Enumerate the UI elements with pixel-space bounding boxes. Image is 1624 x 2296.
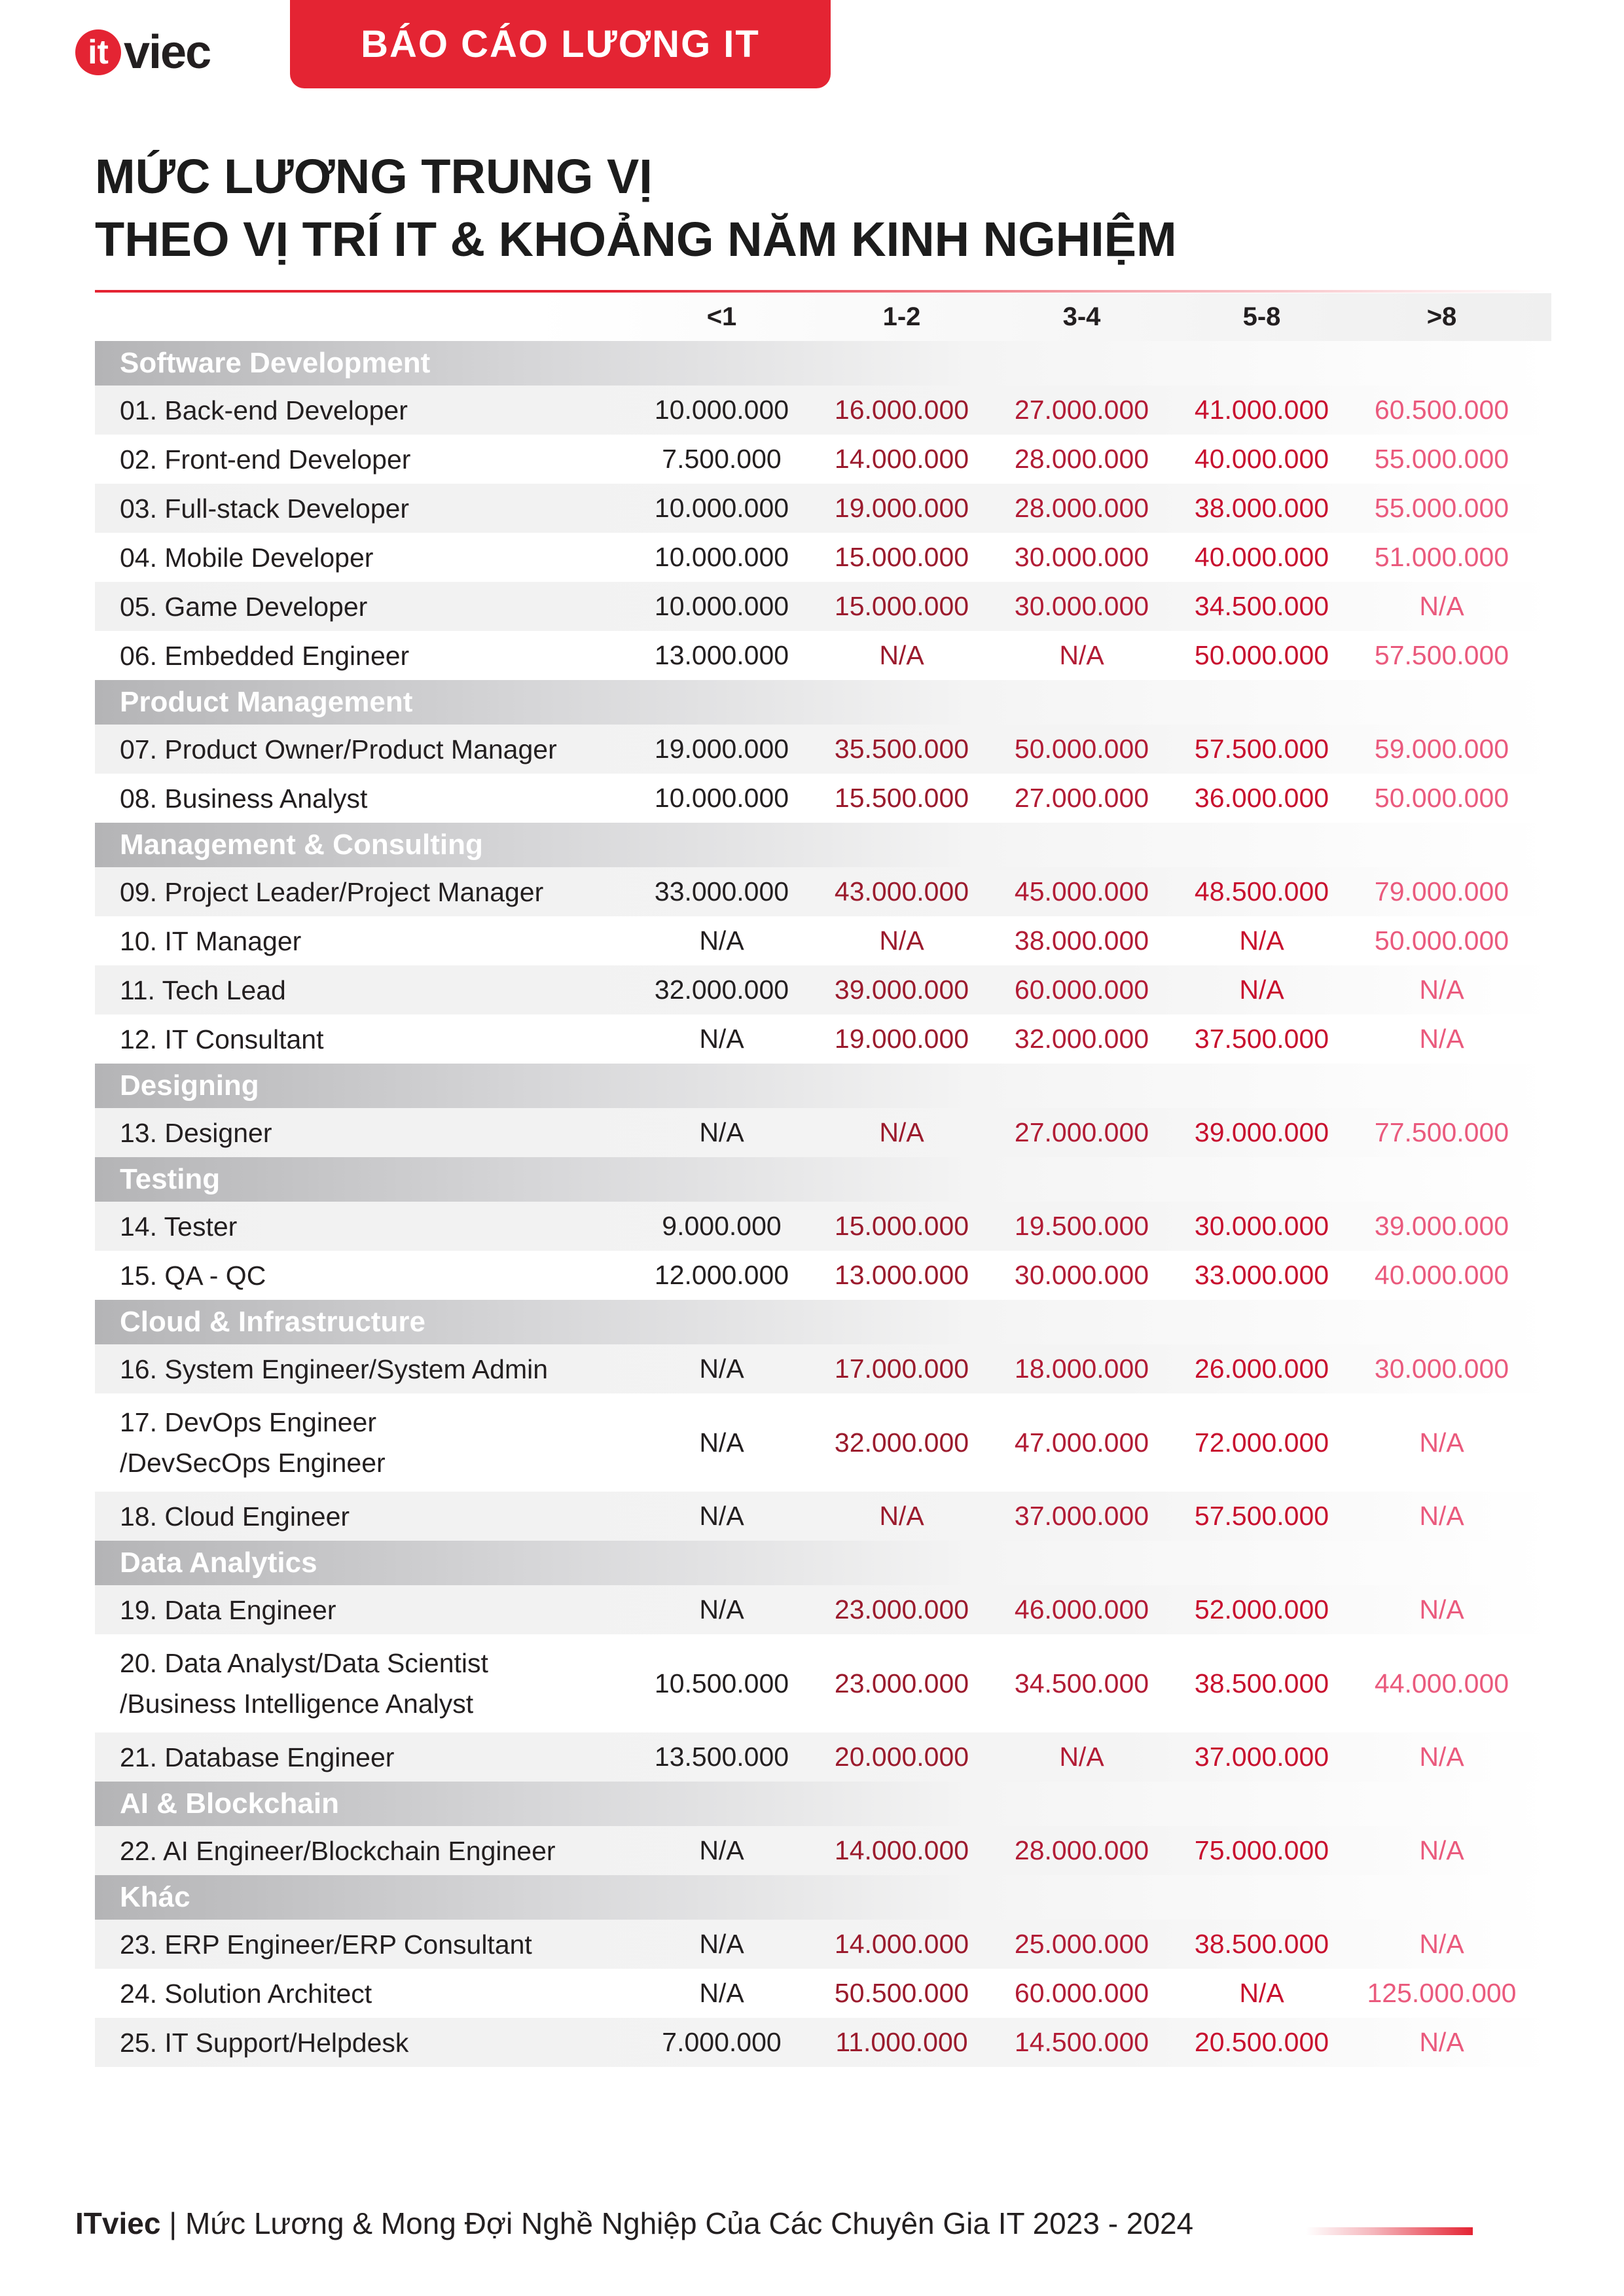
salary-cell-gt8: 55.000.000 bbox=[1374, 493, 1509, 523]
footer bbox=[75, 2206, 1193, 2241]
report-banner-label: BÁO CÁO LƯƠNG IT bbox=[361, 23, 760, 65]
category-row bbox=[95, 1782, 1551, 1826]
salary-cell-lt1: 33.000.000 bbox=[654, 876, 789, 906]
salary-cell-gt8: N/A bbox=[1419, 1835, 1464, 1865]
salary-cell-1-2: 14.000.000 bbox=[834, 1835, 969, 1865]
category-label: Management & Consulting bbox=[120, 829, 483, 861]
salary-cell-5-8: 40.000.000 bbox=[1194, 444, 1329, 474]
job-title bbox=[95, 1019, 632, 1060]
salary-cell-1-2: 15.000.000 bbox=[834, 591, 969, 621]
salary-cell-3-4: 34.500.000 bbox=[1014, 1668, 1149, 1698]
salary-cell-gt8: 39.000.000 bbox=[1374, 1211, 1509, 1241]
salary-cell-3-4: 28.000.000 bbox=[1014, 1835, 1149, 1865]
job-title bbox=[95, 1206, 632, 1247]
column-header-3-4: 3-4 bbox=[1062, 302, 1101, 331]
table-row bbox=[95, 631, 1551, 680]
salary-cell-gt8: N/A bbox=[1419, 1024, 1464, 1054]
job-title bbox=[95, 586, 632, 627]
salary-cell-5-8: 75.000.000 bbox=[1194, 1835, 1329, 1865]
salary-cell-5-8: 36.000.000 bbox=[1194, 783, 1329, 813]
salary-cell-3-4: 30.000.000 bbox=[1014, 542, 1149, 572]
salary-cell-lt1: 9.000.000 bbox=[662, 1211, 782, 1241]
salary-cell-5-8: 26.000.000 bbox=[1194, 1354, 1329, 1384]
salary-cell-1-2: 13.000.000 bbox=[834, 1260, 969, 1290]
salary-cell-lt1: 7.000.000 bbox=[662, 2027, 782, 2057]
salary-cell-gt8: 44.000.000 bbox=[1374, 1668, 1509, 1698]
salary-cell-gt8: 40.000.000 bbox=[1374, 1260, 1509, 1290]
job-title-line-1: 18. Cloud Engineer bbox=[120, 1501, 350, 1532]
job-title-line-1: 16. System Engineer/System Admin bbox=[120, 1354, 549, 1384]
salary-cell-1-2: N/A bbox=[879, 640, 924, 670]
job-title-line-1: 11. Tech Lead bbox=[120, 975, 286, 1005]
salary-cell-3-4: 28.000.000 bbox=[1014, 444, 1149, 474]
table-row bbox=[95, 1014, 1551, 1064]
salary-cell-5-8: 57.500.000 bbox=[1194, 734, 1329, 764]
category-label: Product Management bbox=[120, 686, 413, 718]
salary-cell-5-8: 37.500.000 bbox=[1194, 1024, 1329, 1054]
report-banner bbox=[290, 0, 831, 88]
salary-cell-3-4: 18.000.000 bbox=[1014, 1354, 1149, 1384]
salary-cell-gt8: 60.500.000 bbox=[1374, 395, 1509, 425]
job-title bbox=[95, 778, 632, 819]
job-title-line-2: /Business Intelligence Analyst bbox=[120, 1689, 474, 1719]
salary-cell-5-8: 38.500.000 bbox=[1194, 1929, 1329, 1959]
salary-cell-lt1: 10.000.000 bbox=[654, 591, 789, 621]
category-row bbox=[95, 341, 1551, 386]
salary-cell-lt1: 10.500.000 bbox=[654, 1668, 789, 1698]
salary-cell-lt1: N/A bbox=[699, 1594, 744, 1624]
salary-cell-lt1: 10.000.000 bbox=[654, 783, 789, 813]
job-title bbox=[95, 1924, 632, 1965]
salary-cell-5-8: 52.000.000 bbox=[1194, 1594, 1329, 1624]
salary-cell-3-4: 50.000.000 bbox=[1014, 734, 1149, 764]
salary-cell-lt1: 10.000.000 bbox=[654, 542, 789, 572]
category-label: Data Analytics bbox=[120, 1547, 317, 1579]
job-title bbox=[95, 1737, 632, 1778]
salary-cell-1-2: 19.000.000 bbox=[834, 1024, 969, 1054]
job-title bbox=[95, 1402, 632, 1483]
page-title bbox=[95, 145, 1177, 271]
table-header-row bbox=[95, 293, 1551, 341]
salary-cell-gt8: N/A bbox=[1419, 2027, 1464, 2057]
salary-cell-lt1: N/A bbox=[699, 1354, 744, 1384]
job-title bbox=[95, 1590, 632, 1630]
salary-cell-gt8: N/A bbox=[1419, 1929, 1464, 1959]
column-header-lt1: <1 bbox=[706, 302, 737, 331]
job-title bbox=[95, 1255, 632, 1296]
salary-cell-lt1: 13.500.000 bbox=[654, 1742, 789, 1772]
itviec-logo bbox=[75, 16, 210, 88]
salary-cell-5-8: N/A bbox=[1239, 925, 1284, 956]
table-row bbox=[95, 2018, 1551, 2067]
salary-cell-lt1: 13.000.000 bbox=[654, 640, 789, 670]
salary-cell-lt1: 10.000.000 bbox=[654, 395, 789, 425]
job-title-line-1: 02. Front-end Developer bbox=[120, 444, 411, 475]
salary-cell-1-2: 17.000.000 bbox=[834, 1354, 969, 1384]
salary-cell-5-8: 39.000.000 bbox=[1194, 1117, 1329, 1147]
table-row bbox=[95, 1969, 1551, 2018]
salary-cell-lt1: 12.000.000 bbox=[654, 1260, 789, 1290]
category-row bbox=[95, 1875, 1551, 1920]
salary-cell-5-8: N/A bbox=[1239, 1978, 1284, 2008]
job-title-line-1: 22. AI Engineer/Blockchain Engineer bbox=[120, 1835, 556, 1866]
category-label: Testing bbox=[120, 1163, 221, 1195]
salary-cell-3-4: 37.000.000 bbox=[1014, 1501, 1149, 1531]
salary-cell-3-4: 27.000.000 bbox=[1014, 783, 1149, 813]
table-row bbox=[95, 1492, 1551, 1541]
table-row bbox=[95, 1732, 1551, 1782]
category-label: Cloud & Infrastructure bbox=[120, 1306, 425, 1338]
salary-cell-1-2: 16.000.000 bbox=[834, 395, 969, 425]
salary-cell-1-2: 15.000.000 bbox=[834, 542, 969, 572]
logo-mark: it bbox=[75, 29, 121, 75]
job-title bbox=[95, 970, 632, 1011]
job-title-line-1: 23. ERP Engineer/ERP Consultant bbox=[120, 1929, 532, 1960]
table-row bbox=[95, 435, 1551, 484]
salary-cell-lt1: 32.000.000 bbox=[654, 975, 789, 1005]
salary-cell-lt1: N/A bbox=[699, 925, 744, 956]
job-title-line-1: 24. Solution Architect bbox=[120, 1978, 372, 2009]
salary-cell-3-4: 30.000.000 bbox=[1014, 591, 1149, 621]
salary-cell-gt8: N/A bbox=[1419, 591, 1464, 621]
salary-cell-lt1: 7.500.000 bbox=[662, 444, 782, 474]
job-title bbox=[95, 488, 632, 529]
table-row bbox=[95, 1251, 1551, 1300]
category-row bbox=[95, 1541, 1551, 1585]
salary-cell-3-4: 14.500.000 bbox=[1014, 2027, 1149, 2057]
job-title-line-1: 01. Back-end Developer bbox=[120, 395, 408, 425]
footer-text: Mức Lương & Mong Đợi Nghề Nghiệp Của Các Chuyên Gia IT 2023 - 2024 bbox=[185, 2206, 1194, 2240]
salary-cell-gt8: N/A bbox=[1419, 1594, 1464, 1624]
salary-cell-5-8: 57.500.000 bbox=[1194, 1501, 1329, 1531]
salary-cell-3-4: 32.000.000 bbox=[1014, 1024, 1149, 1054]
salary-cell-5-8: 34.500.000 bbox=[1194, 591, 1329, 621]
job-title-line-1: 25. IT Support/Helpdesk bbox=[120, 2027, 409, 2058]
page-title-line-1: MỨC LƯƠNG TRUNG VỊ bbox=[95, 149, 653, 204]
salary-cell-gt8: N/A bbox=[1419, 1742, 1464, 1772]
table-row bbox=[95, 867, 1551, 916]
salary-cell-lt1: N/A bbox=[699, 1835, 744, 1865]
column-header-gt8: >8 bbox=[1426, 302, 1457, 331]
salary-cell-lt1: N/A bbox=[699, 1427, 744, 1458]
job-title-line-1: 08. Business Analyst bbox=[120, 783, 368, 814]
page-title-line-2: THEO VỊ TRÍ IT & KHOẢNG NĂM KINH NGHIỆM bbox=[95, 212, 1177, 266]
salary-cell-5-8: 20.500.000 bbox=[1194, 2027, 1329, 2057]
job-title-line-1: 14. Tester bbox=[120, 1211, 238, 1242]
salary-cell-5-8: 48.500.000 bbox=[1194, 876, 1329, 906]
salary-cell-3-4: 38.000.000 bbox=[1014, 925, 1149, 956]
table-row bbox=[95, 1202, 1551, 1251]
salary-cell-3-4: 30.000.000 bbox=[1014, 1260, 1149, 1290]
table-row bbox=[95, 1634, 1551, 1732]
job-title bbox=[95, 872, 632, 912]
salary-cell-gt8: N/A bbox=[1419, 1427, 1464, 1458]
category-row bbox=[95, 680, 1551, 725]
category-row bbox=[95, 1064, 1551, 1108]
table-row bbox=[95, 1344, 1551, 1393]
job-title-line-1: 05. Game Developer bbox=[120, 591, 368, 622]
salary-cell-1-2: N/A bbox=[879, 925, 924, 956]
job-title bbox=[95, 2022, 632, 2063]
salary-cell-1-2: 50.500.000 bbox=[834, 1978, 969, 2008]
salary-cell-5-8: 38.000.000 bbox=[1194, 493, 1329, 523]
table-row bbox=[95, 1826, 1551, 1875]
salary-cell-3-4: 27.000.000 bbox=[1014, 1117, 1149, 1147]
category-row bbox=[95, 823, 1551, 867]
salary-cell-3-4: 27.000.000 bbox=[1014, 395, 1149, 425]
job-title bbox=[95, 1831, 632, 1871]
salary-cell-1-2: 11.000.000 bbox=[835, 2027, 968, 2057]
job-title-line-1: 15. QA - QC bbox=[120, 1260, 266, 1291]
salary-cell-3-4: 19.500.000 bbox=[1014, 1211, 1149, 1241]
footer-accent-line bbox=[1306, 2227, 1473, 2235]
salary-cell-3-4: 60.000.000 bbox=[1014, 1978, 1149, 2008]
job-title-line-1: 21. Database Engineer bbox=[120, 1742, 395, 1772]
salary-cell-lt1: 19.000.000 bbox=[654, 734, 789, 764]
job-title bbox=[95, 1113, 632, 1153]
salary-cell-5-8: 33.000.000 bbox=[1194, 1260, 1329, 1290]
salary-cell-1-2: 39.000.000 bbox=[834, 975, 969, 1005]
category-row bbox=[95, 1157, 1551, 1202]
logo-text: viec bbox=[124, 26, 211, 79]
table-row bbox=[95, 582, 1551, 631]
salary-cell-3-4: N/A bbox=[1059, 1742, 1104, 1772]
salary-table bbox=[95, 293, 1551, 2067]
table-row bbox=[95, 1920, 1551, 1969]
salary-cell-3-4: 47.000.000 bbox=[1014, 1427, 1149, 1458]
footer-brand: ITviec bbox=[75, 2206, 161, 2240]
salary-cell-lt1: N/A bbox=[699, 1929, 744, 1959]
job-title bbox=[95, 636, 632, 676]
salary-cell-lt1: N/A bbox=[699, 1117, 744, 1147]
salary-cell-1-2: N/A bbox=[879, 1501, 924, 1531]
salary-cell-1-2: 23.000.000 bbox=[834, 1594, 969, 1624]
salary-cell-lt1: 10.000.000 bbox=[654, 493, 789, 523]
job-title-line-1: 19. Data Engineer bbox=[120, 1594, 336, 1625]
salary-cell-1-2: 14.000.000 bbox=[834, 444, 969, 474]
salary-cell-3-4: 45.000.000 bbox=[1014, 876, 1149, 906]
salary-cell-gt8: 50.000.000 bbox=[1374, 925, 1509, 956]
salary-cell-5-8: 38.500.000 bbox=[1194, 1668, 1329, 1698]
salary-cell-gt8: 79.000.000 bbox=[1374, 876, 1509, 906]
salary-cell-1-2: 35.500.000 bbox=[834, 734, 969, 764]
salary-cell-1-2: 19.000.000 bbox=[834, 493, 969, 523]
table-row bbox=[95, 774, 1551, 823]
salary-cell-3-4: 60.000.000 bbox=[1014, 975, 1149, 1005]
job-title-line-1: 13. Designer bbox=[120, 1117, 272, 1148]
salary-cell-1-2: 20.000.000 bbox=[834, 1742, 969, 1772]
salary-cell-gt8: N/A bbox=[1419, 975, 1464, 1005]
job-title-line-1: 12. IT Consultant bbox=[120, 1024, 324, 1054]
salary-cell-3-4: N/A bbox=[1059, 640, 1104, 670]
table-row bbox=[95, 916, 1551, 965]
job-title bbox=[95, 390, 632, 431]
table-row bbox=[95, 965, 1551, 1014]
salary-cell-lt1: N/A bbox=[699, 1024, 744, 1054]
job-title bbox=[95, 729, 632, 770]
job-title-line-1: 20. Data Analyst/Data Scientist bbox=[120, 1648, 488, 1678]
column-header-5-8: 5-8 bbox=[1242, 302, 1281, 331]
salary-cell-5-8: N/A bbox=[1239, 975, 1284, 1005]
salary-cell-lt1: N/A bbox=[699, 1501, 744, 1531]
table-row bbox=[95, 386, 1551, 435]
category-row bbox=[95, 1300, 1551, 1344]
salary-cell-5-8: 50.000.000 bbox=[1194, 640, 1329, 670]
job-title-line-1: 10. IT Manager bbox=[120, 925, 302, 956]
job-title bbox=[95, 439, 632, 480]
job-title-line-1: 03. Full-stack Developer bbox=[120, 493, 410, 524]
salary-cell-5-8: 30.000.000 bbox=[1194, 1211, 1329, 1241]
footer-separator: | bbox=[160, 2206, 185, 2240]
table-row bbox=[95, 1393, 1551, 1492]
salary-cell-3-4: 25.000.000 bbox=[1014, 1929, 1149, 1959]
salary-cell-gt8: 59.000.000 bbox=[1374, 734, 1509, 764]
salary-cell-1-2: 15.500.000 bbox=[834, 783, 969, 813]
job-title-line-1: 04. Mobile Developer bbox=[120, 542, 374, 573]
salary-cell-5-8: 37.000.000 bbox=[1194, 1742, 1329, 1772]
salary-cell-1-2: N/A bbox=[879, 1117, 924, 1147]
salary-cell-1-2: 15.000.000 bbox=[834, 1211, 969, 1241]
table-row bbox=[95, 1108, 1551, 1157]
salary-cell-gt8: 50.000.000 bbox=[1374, 783, 1509, 813]
salary-cell-gt8: 77.500.000 bbox=[1374, 1117, 1509, 1147]
job-title bbox=[95, 921, 632, 961]
job-title-line-2: /DevSecOps Engineer bbox=[120, 1448, 386, 1478]
title-divider bbox=[95, 290, 1551, 293]
salary-cell-3-4: 46.000.000 bbox=[1014, 1594, 1149, 1624]
salary-cell-gt8: 30.000.000 bbox=[1374, 1354, 1509, 1384]
table-row bbox=[95, 1585, 1551, 1634]
salary-cell-1-2: 23.000.000 bbox=[834, 1668, 969, 1698]
salary-cell-gt8: 55.000.000 bbox=[1374, 444, 1509, 474]
job-title-line-1: 06. Embedded Engineer bbox=[120, 640, 410, 671]
job-title bbox=[95, 1643, 632, 1724]
salary-cell-1-2: 14.000.000 bbox=[834, 1929, 969, 1959]
salary-cell-gt8: 51.000.000 bbox=[1374, 542, 1509, 572]
job-title-line-1: 09. Project Leader/Project Manager bbox=[120, 876, 544, 907]
category-label: AI & Blockchain bbox=[120, 1787, 339, 1820]
salary-cell-1-2: 32.000.000 bbox=[834, 1427, 969, 1458]
table-row bbox=[95, 533, 1551, 582]
salary-cell-gt8: 125.000.000 bbox=[1367, 1978, 1517, 2008]
salary-cell-5-8: 72.000.000 bbox=[1194, 1427, 1329, 1458]
salary-cell-lt1: N/A bbox=[699, 1978, 744, 2008]
category-label: Software Development bbox=[120, 347, 431, 379]
salary-cell-gt8: 57.500.000 bbox=[1374, 640, 1509, 670]
salary-cell-1-2: 43.000.000 bbox=[834, 876, 969, 906]
job-title bbox=[95, 1496, 632, 1537]
salary-cell-5-8: 40.000.000 bbox=[1194, 542, 1329, 572]
salary-cell-3-4: 28.000.000 bbox=[1014, 493, 1149, 523]
category-label: Designing bbox=[120, 1069, 259, 1102]
salary-cell-5-8: 41.000.000 bbox=[1194, 395, 1329, 425]
category-label: Khác bbox=[120, 1881, 190, 1913]
table-body bbox=[95, 341, 1551, 2067]
job-title-line-1: 17. DevOps Engineer bbox=[120, 1407, 377, 1437]
column-header-1-2: 1-2 bbox=[882, 302, 921, 331]
job-title bbox=[95, 1349, 632, 1390]
table-row bbox=[95, 725, 1551, 774]
job-title bbox=[95, 537, 632, 578]
table-row bbox=[95, 484, 1551, 533]
job-title bbox=[95, 1973, 632, 2014]
salary-cell-gt8: N/A bbox=[1419, 1501, 1464, 1531]
job-title-line-1: 07. Product Owner/Product Manager bbox=[120, 734, 557, 764]
